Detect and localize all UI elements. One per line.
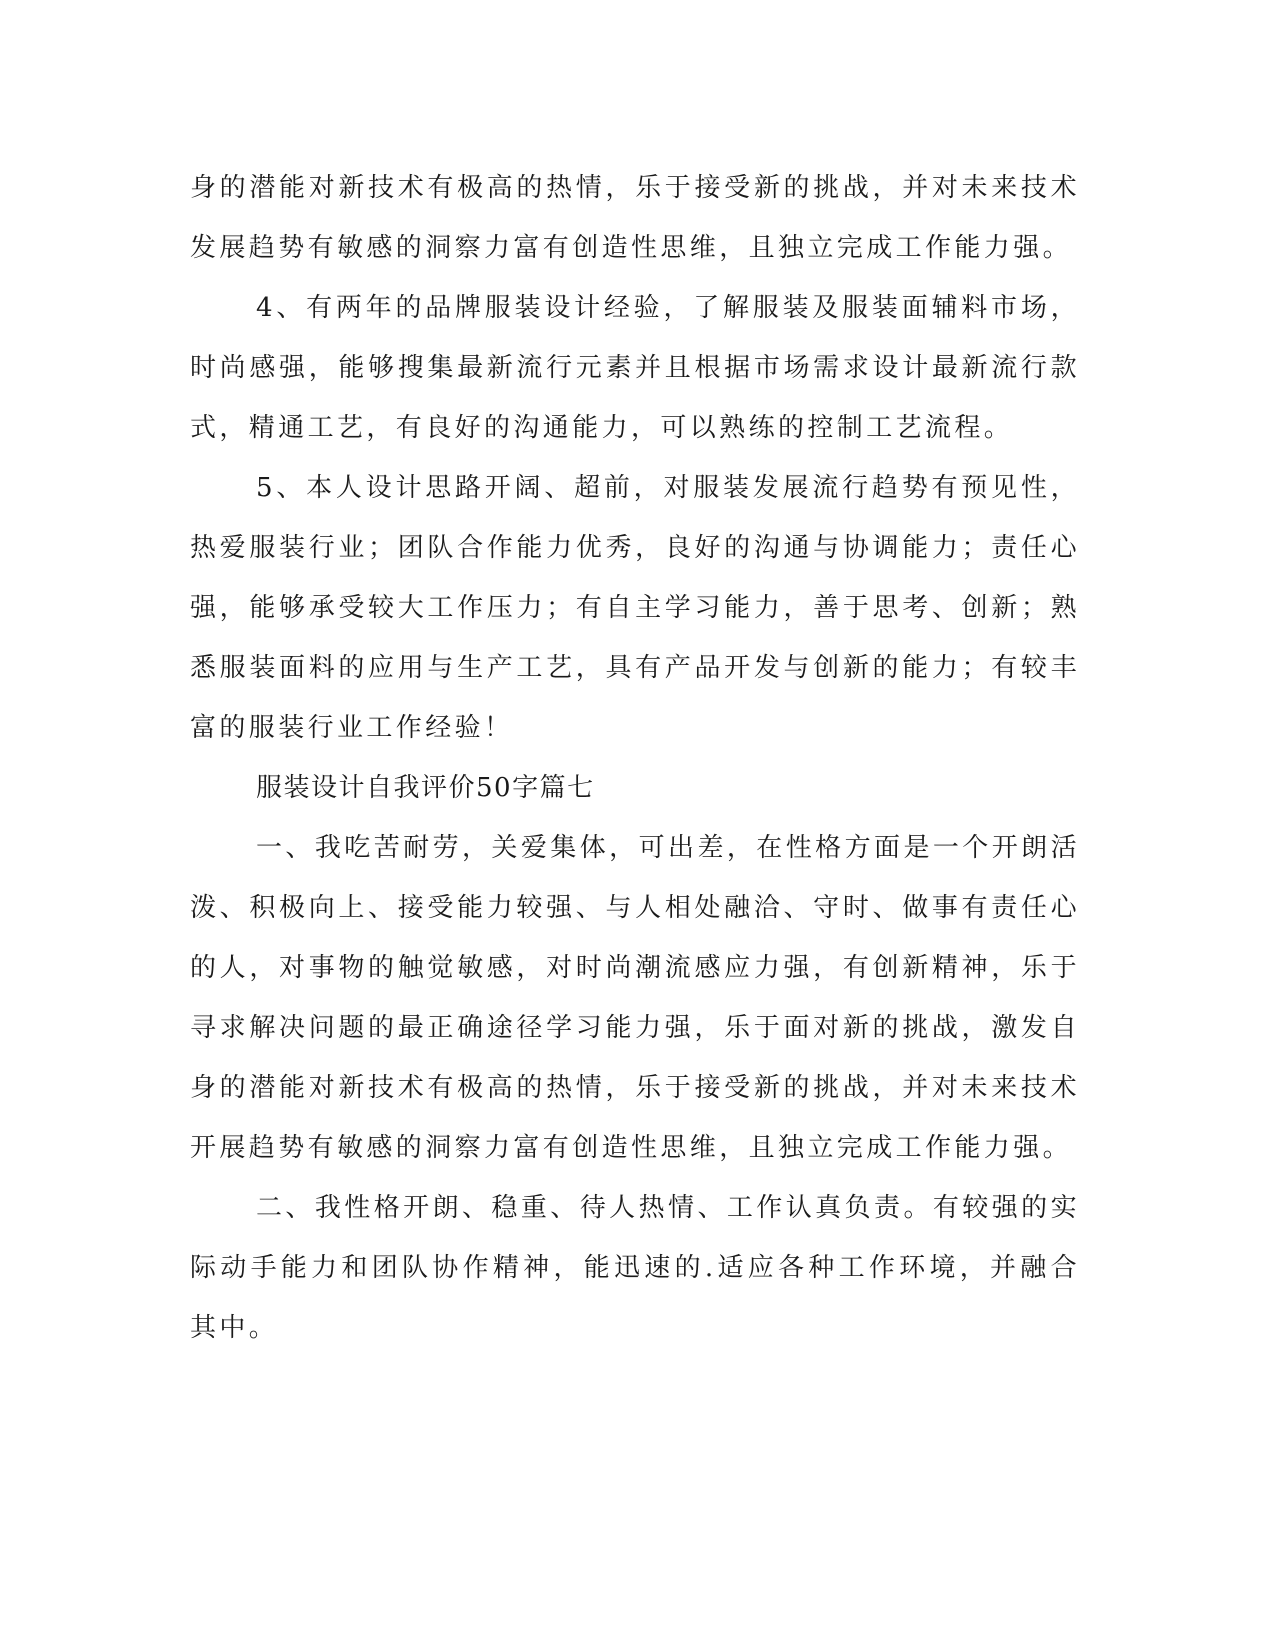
paragraph-section-one: 一、我吃苦耐劳，关爱集体，可出差，在性格方面是一个开朗活泼、积极向上、接受能力较强、与人相处融洽、守时、做事有责任心的人，对事物的触觉敏感，对时尚潮流感应力强，有创新精神，乐于寻求解决问题的最正确途径学习能力强，乐于面对新的挑战，激发自身的潜能对新技术有极高的热情，乐于接受新的挑战，并对未来技术开展趋势有敏感的洞察力富有创造性思维，且独立完成工作能力强。 <box>190 833 1080 1163</box>
section-heading: 服装设计自我评价50字篇七 <box>256 773 595 803</box>
paragraph-section-two: 二、我性格开朗、稳重、待人热情、工作认真负责。有较强的实际动手能力和团队协作精神，能迅速的.适应各种工作环境，并融合其中。 <box>190 1193 1080 1343</box>
paragraph-continuation: 身的潜能对新技术有极高的热情，乐于接受新的挑战，并对未来技术发展趋势有敏感的洞察力富有创造性思维，且独立完成工作能力强。 <box>190 173 1080 263</box>
document-body <box>190 158 1080 1358</box>
paragraph-item-5: 5、本人设计思路开阔、超前，对服装发展流行趋势有预见性，热爱服装行业；团队合作能力优秀，良好的沟通与协调能力；责任心强，能够承受较大工作压力；有自主学习能力，善于思考、创新；熟悉服装面料的应用与生产工艺，具有产品开发与创新的能力；有较丰富的服装行业工作经验！ <box>190 473 1080 743</box>
paragraph-item-4: 4、有两年的品牌服装设计经验，了解服装及服装面辅料市场，时尚感强，能够搜集最新流行元素并且根据市场需求设计最新流行款式，精通工艺，有良好的沟通能力，可以熟练的控制工艺流程。 <box>190 293 1080 443</box>
